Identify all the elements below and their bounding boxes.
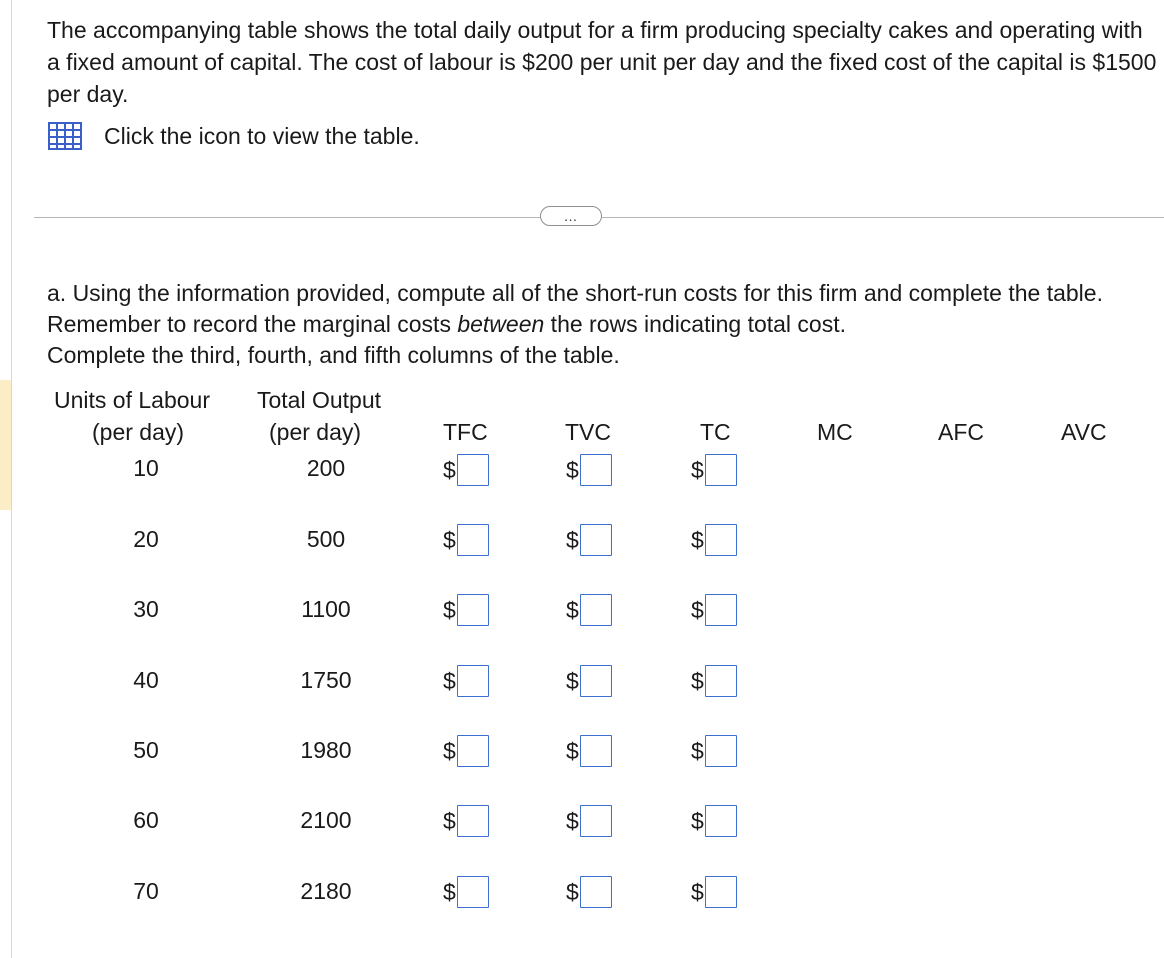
tc-input[interactable]	[705, 735, 737, 767]
header-tfc: TFC	[443, 419, 488, 445]
output-cell: 1980	[300, 737, 352, 763]
dollar-sign: $	[443, 596, 456, 623]
units-cell: 50	[133, 737, 159, 763]
dollar-sign: $	[691, 667, 704, 694]
problem-intro: The accompanying table shows the total daily output for a firm producing specialty cakes and operating with a fixed amount of capital. The cost of labour is $200 per unit per day and the fixed cost of the capital is $1500 per day.	[47, 17, 1157, 107]
dollar-sign: $	[691, 807, 704, 834]
question-text-2: the rows indicating total cost.	[544, 311, 847, 337]
units-cell: 40	[133, 667, 159, 693]
left-gutter-highlight	[0, 380, 11, 510]
header-afc: AFC	[938, 419, 984, 445]
view-table-label[interactable]: Click the icon to view the table.	[104, 122, 420, 149]
tvc-field	[566, 876, 612, 908]
tvc-field	[566, 735, 612, 767]
tc-field	[691, 665, 737, 697]
output-cell: 500	[306, 526, 346, 552]
tc-input[interactable]	[705, 665, 737, 697]
header-units-line1: Units of Labour	[54, 387, 210, 413]
tvc-input[interactable]	[580, 735, 612, 767]
dollar-sign: $	[566, 596, 579, 623]
tfc-input[interactable]	[457, 876, 489, 908]
dollar-sign: $	[691, 456, 704, 483]
dollar-sign: $	[443, 737, 456, 764]
dollar-sign: $	[443, 667, 456, 694]
tvc-input[interactable]	[580, 665, 612, 697]
output-cell: 1100	[301, 596, 351, 622]
dollar-sign: $	[691, 596, 704, 623]
header-mc: MC	[817, 419, 853, 445]
tvc-input[interactable]	[580, 594, 612, 626]
question-part-a	[47, 278, 1147, 371]
question-text-1: a. Using the information provided, compute all of the short-run costs for this firm and complete the table. Remember to record the marginal costs	[47, 280, 1103, 337]
tvc-input[interactable]	[580, 876, 612, 908]
dollar-sign: $	[443, 878, 456, 905]
tfc-input[interactable]	[457, 594, 489, 626]
tc-field	[691, 876, 737, 908]
dollar-sign: $	[691, 737, 704, 764]
dollar-sign: $	[691, 878, 704, 905]
units-cell: 70	[133, 878, 159, 904]
view-table-link[interactable]	[47, 120, 420, 152]
tvc-field	[566, 454, 612, 486]
tc-field	[691, 735, 737, 767]
header-output-line1: Total Output	[257, 387, 382, 413]
tc-field	[691, 524, 737, 556]
tfc-input[interactable]	[457, 454, 489, 486]
dollar-sign: $	[566, 526, 579, 553]
dollar-sign: $	[566, 456, 579, 483]
tvc-field	[566, 594, 612, 626]
tvc-input[interactable]	[580, 454, 612, 486]
tfc-field	[443, 805, 489, 837]
tfc-input[interactable]	[457, 524, 489, 556]
header-tvc: TVC	[565, 419, 611, 445]
expand-more-button[interactable]: …	[540, 206, 602, 226]
tc-input[interactable]	[705, 454, 737, 486]
tvc-field	[566, 805, 612, 837]
units-cell: 10	[133, 455, 159, 481]
tfc-input[interactable]	[457, 805, 489, 837]
tfc-field	[443, 524, 489, 556]
tc-input[interactable]	[705, 594, 737, 626]
tfc-field	[443, 735, 489, 767]
tvc-field	[566, 665, 612, 697]
header-tc: TC	[700, 419, 731, 445]
tfc-input[interactable]	[457, 665, 489, 697]
dollar-sign: $	[443, 526, 456, 553]
output-cell: 200	[306, 455, 346, 481]
tvc-input[interactable]	[580, 805, 612, 837]
header-avc: AVC	[1061, 419, 1107, 445]
units-cell: 30	[133, 596, 159, 622]
dollar-sign: $	[691, 526, 704, 553]
output-cell: 2180	[300, 878, 352, 904]
output-cell: 2100	[300, 807, 352, 833]
header-units-line2: (per day)	[92, 419, 185, 445]
question-text-3: Complete the third, fourth, and fifth columns of the table.	[47, 342, 620, 368]
dollar-sign: $	[566, 878, 579, 905]
tc-field	[691, 805, 737, 837]
dollar-sign: $	[566, 737, 579, 764]
table-grid-icon[interactable]	[47, 120, 87, 152]
units-cell: 20	[133, 526, 159, 552]
tvc-input[interactable]	[580, 524, 612, 556]
tc-input[interactable]	[705, 805, 737, 837]
dollar-sign: $	[443, 456, 456, 483]
output-cell: 1750	[300, 667, 352, 693]
tfc-field	[443, 876, 489, 908]
tfc-field	[443, 454, 489, 486]
tfc-input[interactable]	[457, 735, 489, 767]
tc-input[interactable]	[705, 876, 737, 908]
dollar-sign: $	[566, 807, 579, 834]
tfc-field	[443, 594, 489, 626]
tc-field	[691, 454, 737, 486]
tvc-field	[566, 524, 612, 556]
tc-input[interactable]	[705, 524, 737, 556]
units-cell: 60	[133, 807, 159, 833]
tfc-field	[443, 665, 489, 697]
question-emphasis: between	[457, 311, 545, 337]
dollar-sign: $	[443, 807, 456, 834]
tc-field	[691, 594, 737, 626]
dollar-sign: $	[566, 667, 579, 694]
header-output-line2: (per day)	[269, 419, 362, 445]
